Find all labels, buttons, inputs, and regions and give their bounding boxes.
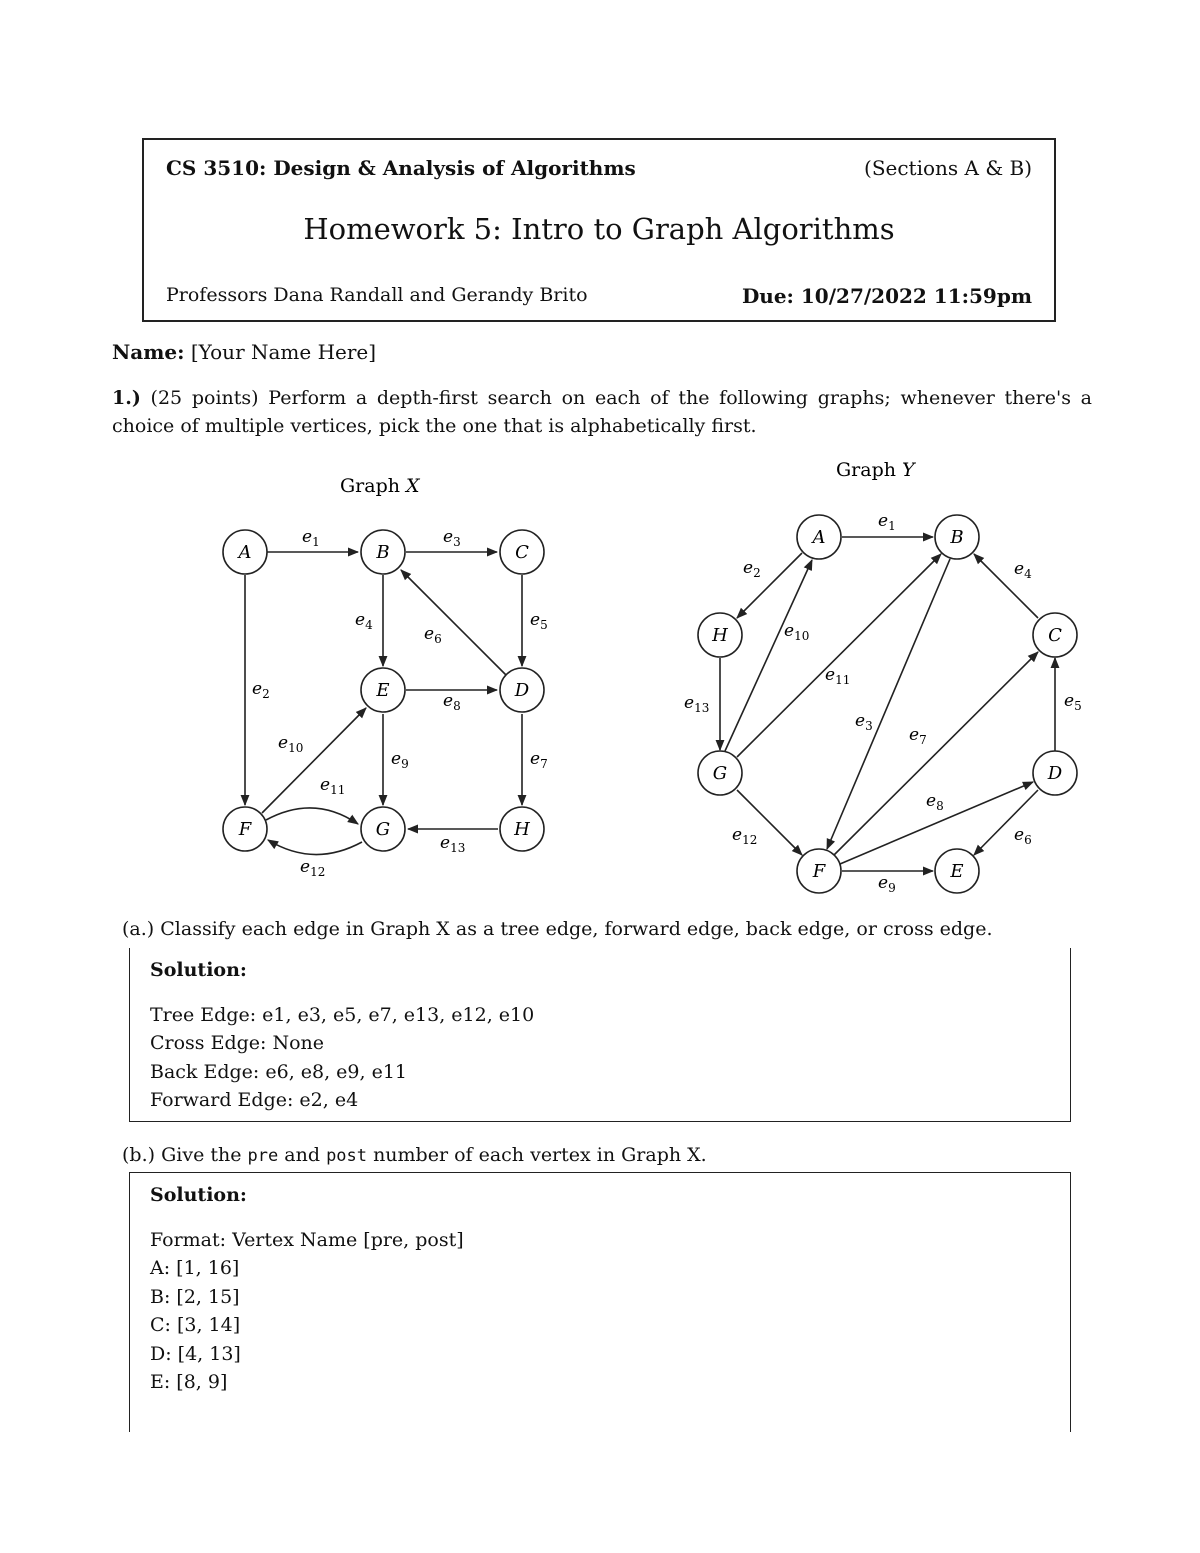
part-a-line: Tree Edge: e1, e3, e5, e7, e13, e12, e10 (150, 1003, 535, 1026)
graph-y-label-e8: $e_8$ (926, 791, 944, 813)
svg-text:E: E (950, 861, 964, 882)
graph-x-label-e8: $e_8$ (443, 691, 461, 713)
graph-y-edge-e10 (725, 560, 812, 751)
graph-x-node-c (500, 530, 544, 574)
graph-x-node-h (500, 807, 544, 851)
part-b-line: C: [3, 14] (150, 1314, 241, 1336)
graph-x-title: Graph X (340, 475, 420, 497)
graph-x-label-e3: $e_3$ (443, 527, 461, 549)
svg-text:D: D (514, 680, 530, 701)
question-text: (25 points) Perform a depth-first search on each of the following graphs; whenever there's a choice of multiple vertices, pick the one that is alphabetically first. (112, 387, 1092, 437)
part-b-question (122, 1144, 707, 1166)
graph-x-label-e5: $e_5$ (530, 610, 548, 632)
part-b-line: B: [2, 15] (150, 1285, 240, 1308)
graph-x-label-e9: $e_9$ (391, 749, 409, 771)
part-b-text-2: and (284, 1144, 321, 1166)
part-b-text-3: number of each vertex in Graph X. (373, 1144, 707, 1166)
graph-y-label-e10: $e_{10}$ (784, 621, 810, 643)
svg-text:G: G (375, 819, 391, 840)
part-a-line: Cross Edge: None (150, 1032, 325, 1054)
part-b-post-keyword: post (326, 1146, 368, 1166)
graph-y-node-a (797, 515, 841, 559)
part-b-pre-keyword: pre (247, 1146, 279, 1166)
part-b-solution-heading: Solution: (150, 1184, 247, 1206)
svg-text:C: C (515, 542, 529, 563)
svg-text:H: H (514, 819, 530, 840)
graph-x-node-a (223, 530, 267, 574)
graph-y-label-e13: $e_{13}$ (684, 693, 710, 715)
svg-text:E: E (376, 680, 390, 701)
graph-y-label-e7: $e_7$ (909, 725, 927, 747)
part-b-label: (b.) (122, 1144, 156, 1166)
part-a-text: Classify each edge in Graph X as a tree edge, forward edge, back edge, or cross edge. (160, 918, 993, 940)
graph-x-node-d (500, 668, 544, 712)
part-b-line: Format: Vertex Name [pre, post] (150, 1228, 464, 1251)
graph-y-edge-e7 (834, 652, 1038, 855)
svg-text:D: D (1047, 763, 1063, 784)
part-b-line: E: [8, 9] (150, 1371, 228, 1393)
graph-x-node-g (361, 807, 405, 851)
part-a-line: Forward Edge: e2, e4 (150, 1089, 359, 1111)
graph-x-label-e2: $e_2$ (252, 679, 270, 701)
svg-text:A: A (812, 527, 826, 548)
part-b-text-1: Give the (161, 1144, 242, 1166)
svg-text:A: A (238, 542, 252, 563)
graph-x-node-e (361, 668, 405, 712)
part-b-line: D: [4, 13] (150, 1342, 241, 1365)
course-title: CS 3510: Design & Analysis of Algorithms (166, 156, 636, 180)
graph-x-node-f (223, 807, 267, 851)
graph-y-label-e11: $e_{11}$ (825, 665, 851, 687)
graph-x-label-e12: $e_{12}$ (300, 857, 326, 879)
part-a-label: (a.) (122, 918, 155, 940)
name-label: Name: (112, 340, 185, 364)
professors: Professors Dana Randall and Gerandy Brito (166, 284, 588, 306)
graph-y-label-e3: $e_3$ (855, 711, 873, 733)
homework-title: Homework 5: Intro to Graph Algorithms (303, 212, 895, 246)
svg-text:B: B (950, 527, 964, 548)
graph-y-edge-e4 (974, 554, 1038, 618)
graph-y-node-d (1033, 751, 1077, 795)
graph-x-edge-e11 (266, 808, 358, 824)
graph-x-label-e1: $e_1$ (302, 527, 320, 549)
graph-x-node-b (361, 530, 405, 574)
part-a-solution-heading: Solution: (150, 959, 247, 981)
svg-text:B: B (376, 542, 390, 563)
graph-y-label-e1: $e_1$ (878, 511, 896, 533)
part-b-line: A: [1, 16] (150, 1257, 240, 1279)
graph-y-node-e (935, 849, 979, 893)
graph-y-label-e9: $e_9$ (878, 873, 896, 895)
graph-x-edge-e12 (268, 840, 362, 855)
graph-x-label-e13: $e_{13}$ (440, 833, 466, 855)
graph-y-title: Graph Y (836, 459, 915, 481)
part-a-line: Back Edge: e6, e8, e9, e11 (150, 1060, 408, 1083)
svg-text:F: F (812, 861, 826, 882)
part-a-solution-box (129, 948, 1071, 1122)
graph-x (223, 475, 548, 879)
name-value: [Your Name Here] (190, 340, 377, 364)
graph-y-node-h (698, 613, 742, 657)
svg-text:G: G (712, 763, 728, 784)
graph-y-label-e12: $e_{12}$ (732, 825, 758, 847)
question-number: 1.) (112, 387, 141, 409)
graph-y-label-e5: $e_5$ (1064, 691, 1082, 713)
graph-x-edge-e6 (401, 570, 506, 675)
graph-y-label-e4: $e_4$ (1014, 559, 1032, 581)
graph-y-node-g (698, 751, 742, 795)
graph-y-node-b (935, 515, 979, 559)
graph-y-node-f (797, 849, 841, 893)
svg-text:H: H (712, 625, 728, 646)
due-date: Due: 10/27/2022 11:59pm (741, 284, 1032, 308)
part-b-solution-box (129, 1172, 1071, 1432)
graph-y-label-e2: $e_2$ (743, 558, 761, 580)
graph-y-label-e6: $e_6$ (1014, 825, 1032, 847)
graph-y-edge-e8 (840, 782, 1033, 864)
svg-text:F: F (238, 819, 252, 840)
svg-text:C: C (1048, 625, 1062, 646)
part-a-question (122, 918, 993, 940)
graph-y-node-c (1033, 613, 1077, 657)
graph-x-label-e7: $e_7$ (530, 749, 548, 771)
graph-x-edge-e10 (262, 708, 366, 813)
sections-label: (Sections A & B) (864, 156, 1032, 180)
graph-x-label-e6: $e_6$ (424, 624, 442, 646)
graph-x-label-e10: $e_{10}$ (278, 733, 304, 755)
graph-x-label-e4: $e_4$ (355, 610, 373, 632)
graph-y (684, 459, 1082, 895)
graph-x-label-e11: $e_{11}$ (320, 775, 346, 797)
